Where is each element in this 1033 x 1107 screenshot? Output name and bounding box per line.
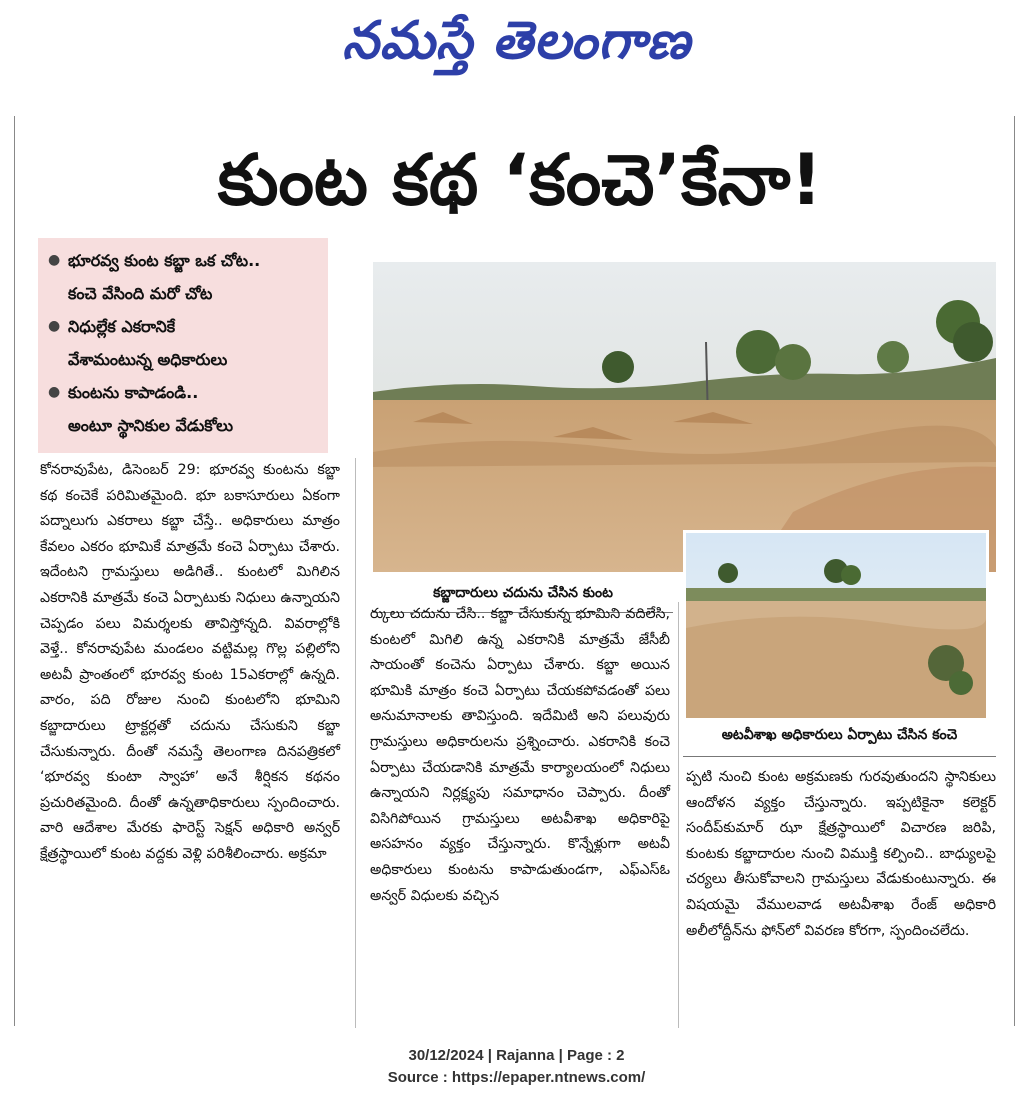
column-divider bbox=[355, 458, 356, 1028]
main-photo-caption: కబ్జాదారులు చదును చేసిన కుంట bbox=[433, 585, 613, 601]
column-text: కోనరావుపేట, డిసెంబర్ 29: భూరవ్వ కుంటను కబ్జా కథ కంచెకే పరిమితమైంది. భూ బకాసూరులు ఏకంగా పద్నాలుగు ఎకరాలు కబ్జా చేస్తే.. అధికారులు మాత్రం కేవలం ఎకరం భూమికే మాత్రమే కంచె ఏర్పాటు చేశారు. ఇదేంటని గ్రామస్తులు అడిగితే.. కుంటలో మిగిలిన ఎకరానికి మాత్రమే కంచె ఏర్పాటుకు నిధులు ఉన్నాయని చెప్పడం పలు విమర్శలకు తావిస్తోన్నది. వివరాల్లోకి వెళ్తే.. కోనరావుపేట మండలం వట్టిమల్ల గొల్ల పల్లిలోని అటవీ ప్రాంతంలో భూరవ్వ కుంట 15ఎకరాల్లో ఉన్నది. వారం, పది రోజుల నుంచి కుంటలోని భూమిని కబ్జాదారులు ట్రాక్టర్లతో చదును చేసుకుని కబ్జా చేసుకున్నారు. దీంతో నమస్తే తెలంగాణ దినపత్రికలో ‘భూరవ్వ కుంటా స్వాహా’ అనే శీర్షికన కథనం ప్రచురితమైంది. దీంతో ఉన్నతాధికారులు స్పందించారు. వారి ఆదేశాల మేరకు ఫారెస్ట్ సెక్షన్ అధికారి అన్వర్ క్షేత్రస్థాయిలో కుంట వద్దకు వెళ్లి పరిశీలించారు. అక్రమా bbox=[40, 462, 340, 862]
main-photo-image bbox=[373, 262, 996, 572]
highlight-line: నిధుల్లేక ఎకరానికే bbox=[68, 317, 176, 336]
column-divider bbox=[678, 602, 679, 1028]
bullet-icon: ● bbox=[48, 318, 61, 334]
right-border-rule bbox=[1014, 116, 1015, 1026]
highlight-line: అంటూ స్థానికుల వేడుకోలు bbox=[68, 416, 233, 435]
article-column-3 bbox=[686, 765, 996, 944]
footer-source: Source : https://epaper.ntnews.com/ bbox=[387, 1069, 646, 1086]
inset-photo-caption: అటవీశాఖ అధికారులు ఏర్పాటు చేసిన కంచె bbox=[721, 727, 958, 743]
highlight-line: భూరవ్వ కుంట కబ్జా ఒక చోట.. bbox=[68, 251, 261, 270]
highlight-line: కంచె వేసింది మరో చోట bbox=[68, 284, 213, 303]
caption-divider bbox=[683, 756, 996, 757]
highlight-line: వేశామంటున్న అధికారులు bbox=[68, 350, 228, 369]
highlight-item bbox=[48, 244, 318, 310]
inset-photo bbox=[683, 530, 989, 721]
left-border-rule bbox=[14, 116, 15, 1026]
article-headline: కుంట కథ ‘కంచె’కేనా! bbox=[217, 139, 823, 221]
footer-date-page: 30/12/2024 | Rajanna | Page : 2 bbox=[408, 1047, 625, 1064]
article-column-1 bbox=[40, 458, 340, 868]
bullet-icon: ● bbox=[48, 384, 61, 400]
masthead-logo: నమస్తే తెలంగాణ bbox=[342, 10, 691, 71]
bullet-icon: ● bbox=[48, 252, 61, 268]
highlight-line: కుంటను కాపాడండి.. bbox=[68, 383, 199, 402]
main-photo bbox=[373, 262, 996, 572]
column-text: ప్పటి నుంచి కుంట అక్రమణకు గురవుతుందని స్థానికులు ఆందోళన వ్యక్తం చేస్తున్నారు. ఇప్పటికైనా కలెక్టర్ సందీప్‌కుమార్ ఝా క్షేత్రస్థాయిలో విచారణ జరిపి, కుంటకు కబ్జాదారుల నుంచి విముక్తి కల్పించి.. బాధ్యులపై చర్యలు తీసుకోవాలని గ్రామస్తులు వేడుకుంటున్నారు. ఈ విషయమై వేములవాడ అటవీశాఖ రేంజ్ అధికారి అలీలోద్దీన్‌ను ఫోన్‌లో వివరణ కోరగా, స్పందించలేదు. bbox=[686, 769, 996, 939]
highlights-box bbox=[38, 238, 328, 453]
highlight-item bbox=[48, 310, 318, 376]
column-text: ర్కులు చదును చేసి.. కబ్జా చేసుకున్న భూమిని వదిలేసి, కుంటలో మిగిలి ఉన్న ఎకరానికి మాత్రమే జేసీబీ సాయంతో కంచెను ఏర్పాటు చేశారు. కబ్జా అయిన భూమికి మాత్రం కంచె ఏర్పాటు చేయకపోవడంతో పలు అనుమానాలకు తావిస్తుంది. ఇదేమిటి అని పలువురు గ్రామస్తులు అధికారులను ప్రశ్నించారు. ఎకరానికి కంచె ఏర్పాటు చేయడానికి మాత్రమే కార్యాలయంలో నిధులు ఉన్నాయని నిర్లక్ష్యపు సమాధానం చెప్పారు. దీంతో విసిగిపోయిన గ్రామస్తులు అటవీశాఖ అధికారిపై అసహనం వ్యక్తం చేస్తున్నారు. కొన్నేళ్లుగా అటవీ అధికారులు కుంటను కాపాడుతుండగా, ఎఫ్ఎస్ఓ అన్వర్ విధులకు వచ్చిన bbox=[370, 606, 670, 904]
highlight-item bbox=[48, 376, 318, 442]
article-column-2 bbox=[370, 602, 670, 909]
page-footer bbox=[0, 1045, 1033, 1089]
inset-photo-image bbox=[686, 533, 986, 718]
